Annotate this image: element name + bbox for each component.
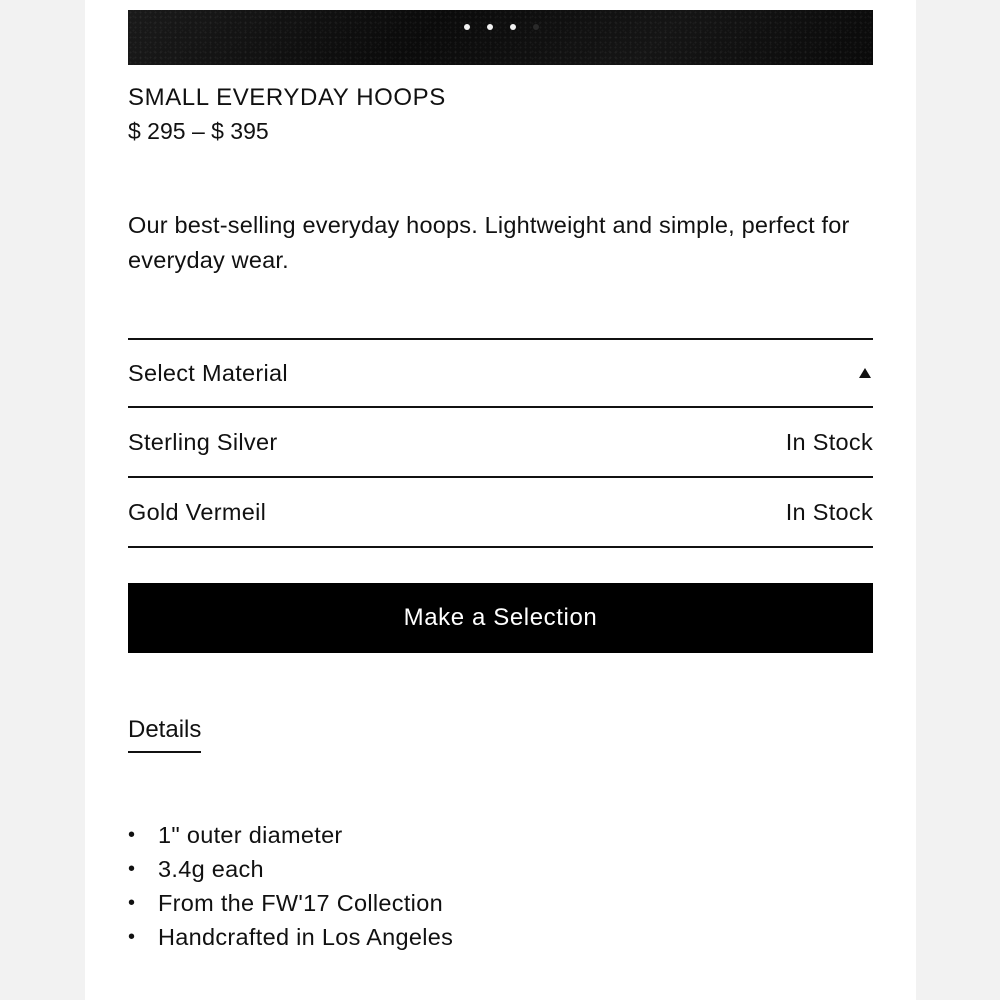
carousel-dot-3[interactable] (510, 24, 516, 30)
product-price: $ 295 – $ 395 (128, 118, 269, 144)
bullet-icon: • (128, 926, 136, 948)
detail-text: From the FW'17 Collection (158, 890, 443, 916)
detail-text: Handcrafted in Los Angeles (158, 924, 454, 950)
material-option-gold-vermeil[interactable] (128, 476, 873, 548)
product-description: Our best-selling everyday hoops. Lightweight and simple, perfect for everyday wear. (128, 212, 850, 273)
select-material-toggle[interactable] (128, 338, 873, 406)
carousel-dot-1[interactable] (464, 24, 470, 30)
bullet-icon: • (128, 824, 136, 846)
list-item (128, 886, 453, 920)
carousel-dots (128, 24, 873, 30)
detail-text: 1" outer diameter (158, 822, 343, 848)
product-card (85, 0, 916, 1000)
list-item (128, 852, 453, 886)
detail-text: 3.4g each (158, 856, 264, 882)
material-option-status: In Stock (785, 498, 873, 525)
details-list (128, 818, 453, 954)
carousel-dot-2[interactable] (487, 24, 493, 30)
list-item (128, 818, 453, 852)
carousel-dot-4[interactable] (533, 24, 539, 30)
material-option-name: Gold Vermeil (128, 498, 267, 525)
caret-up-icon (859, 368, 871, 378)
bullet-icon: • (128, 892, 136, 914)
product-image-carousel[interactable] (128, 10, 873, 65)
material-option-status: In Stock (785, 428, 873, 455)
product-title: SMALL EVERYDAY HOOPS (128, 84, 446, 111)
make-selection-button[interactable]: Make a Selection (128, 583, 873, 653)
material-option-name: Sterling Silver (128, 428, 278, 455)
select-material-label: Select Material (128, 359, 288, 386)
material-selector (128, 338, 873, 548)
list-item (128, 920, 453, 954)
tab-details[interactable]: Details (128, 716, 201, 753)
material-option-sterling-silver[interactable] (128, 406, 873, 476)
bullet-icon: • (128, 858, 136, 880)
